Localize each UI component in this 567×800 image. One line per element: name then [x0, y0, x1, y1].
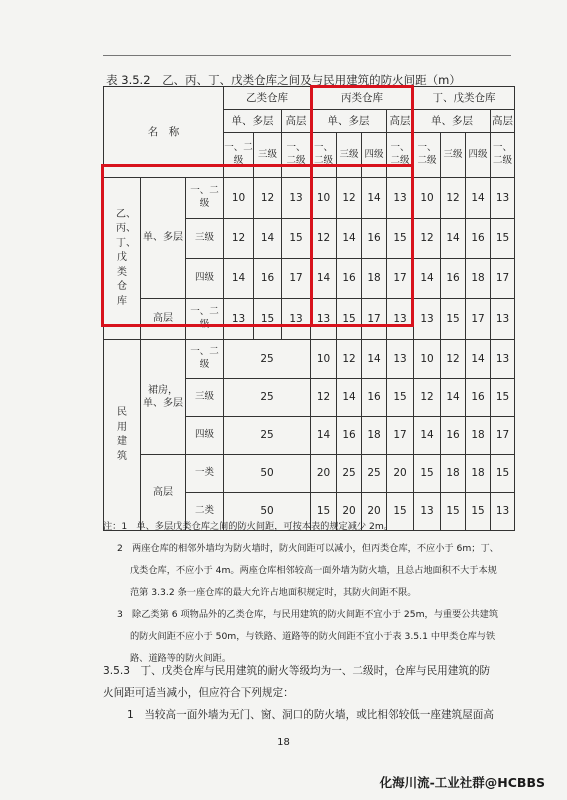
- table-cell-merged: 25: [224, 340, 311, 379]
- clause-3-5-3: [103, 660, 523, 726]
- note-3: 3 除乙类第 6 项物品外的乙类仓库，与民用建筑的防火间距不宜小于 25m，与重要公共建筑: [117, 609, 499, 620]
- table-cell: 14: [414, 259, 441, 299]
- table-cell: 16: [441, 417, 466, 455]
- grade-header: 一、二级: [387, 133, 414, 178]
- sub-header: 单、多层: [224, 110, 282, 133]
- table-cell: 15: [254, 299, 282, 340]
- row-sub-high: 高层: [141, 299, 186, 340]
- table-cell: 13: [387, 340, 414, 379]
- table-cell: 13: [387, 178, 414, 219]
- table-cell: 18: [466, 455, 491, 493]
- table-cell: 25: [337, 455, 362, 493]
- table-cell: 15: [491, 455, 515, 493]
- table-cell: 17: [362, 299, 387, 340]
- table-cell: 13: [387, 299, 414, 340]
- table-cell: 15: [311, 493, 337, 531]
- row-sub-single-multi: 单、多层: [141, 178, 186, 299]
- sub-header: 单、多层: [414, 110, 491, 133]
- table-cell-merged: 50: [224, 455, 311, 493]
- table-cell: 25: [362, 455, 387, 493]
- table-cell: 15: [337, 299, 362, 340]
- table-cell: 17: [491, 417, 515, 455]
- table-cell: 13: [224, 299, 254, 340]
- row-grade: 四级: [186, 259, 224, 299]
- table-cell: 16: [337, 259, 362, 299]
- watermark-text: 化海川流-工业社群@HCBBS: [379, 775, 545, 790]
- table-cell-merged: 25: [224, 417, 311, 455]
- table-cell: 17: [387, 259, 414, 299]
- table-cell: 15: [441, 299, 466, 340]
- note-2-cont: 范第 3.3.2 条一座仓库的最大允许占地面积规定时，其防火间距不限。: [130, 587, 417, 598]
- row-group-warehouse: 乙、丙、丁、戊类仓库: [104, 178, 141, 340]
- grade-header: 三级: [441, 133, 466, 178]
- grade-header: 一、二级: [414, 133, 441, 178]
- table-cell: 15: [441, 493, 466, 531]
- grade-header: 一、二级: [282, 133, 311, 178]
- table-cell: 18: [362, 417, 387, 455]
- table-cell: 15: [387, 219, 414, 259]
- table-cell: 13: [491, 299, 515, 340]
- table-cell: 14: [441, 219, 466, 259]
- table-cell: 13: [414, 493, 441, 531]
- table-cell: 13: [311, 299, 337, 340]
- grade-header: 三级: [254, 133, 282, 178]
- table-cell: 15: [282, 219, 311, 259]
- table-cell: 16: [337, 417, 362, 455]
- grade-header: 四级: [466, 133, 491, 178]
- sub-header: 高层: [387, 110, 414, 133]
- table-cell: 13: [282, 178, 311, 219]
- table-cell: 13: [414, 299, 441, 340]
- note-2: 2 两座仓库的相邻外墙均为防火墙时，防火间距可以减小，但丙类仓库，不应小于 6m；丁、: [117, 543, 499, 554]
- table-cell: 15: [387, 379, 414, 417]
- clause-line: 火间距可适当减小，但应符合下列规定：: [103, 687, 294, 699]
- table-cell: 10: [414, 178, 441, 219]
- table-cell: 14: [362, 178, 387, 219]
- clause-line: 3.5.3 丁、戊类仓库与民用建筑的耐火等级均为一、二级时，仓库与民用建筑的防: [103, 665, 491, 677]
- table-cell: 13: [491, 340, 515, 379]
- table-cell: 14: [466, 178, 491, 219]
- table-number: 表 3.5.2: [106, 73, 151, 87]
- table-cell: 17: [491, 259, 515, 299]
- table-cell: 20: [387, 455, 414, 493]
- table-cell: 14: [414, 417, 441, 455]
- row-grade: 一、二级: [186, 340, 224, 379]
- row-sub-high: 高层: [141, 455, 186, 531]
- table-cell: 14: [466, 340, 491, 379]
- table-cell: 14: [337, 219, 362, 259]
- table-cell: 15: [414, 455, 441, 493]
- row-grade: 四级: [186, 417, 224, 455]
- group-header-yi: 乙类仓库: [224, 87, 311, 110]
- row-grade: 一、二级: [186, 178, 224, 219]
- grade-header: 一、二级: [311, 133, 337, 178]
- sub-header: 单、多层: [311, 110, 387, 133]
- grade-header: 四级: [362, 133, 387, 178]
- table-cell: 13: [491, 178, 515, 219]
- table-cell: 20: [337, 493, 362, 531]
- sub-header: 高层: [491, 110, 515, 133]
- table-cell: 12: [441, 178, 466, 219]
- row-grade: 二类: [186, 493, 224, 531]
- table-cell: 17: [387, 417, 414, 455]
- table-cell: 16: [362, 219, 387, 259]
- table-cell: 15: [387, 493, 414, 531]
- grade-header: 三级: [337, 133, 362, 178]
- table-cell: 12: [224, 219, 254, 259]
- table-cell: 10: [224, 178, 254, 219]
- table-cell: 10: [311, 340, 337, 379]
- table-cell: 13: [491, 493, 515, 531]
- table-cell: 18: [441, 455, 466, 493]
- table-cell: 16: [466, 219, 491, 259]
- table-cell: 12: [254, 178, 282, 219]
- table-cell: 10: [311, 178, 337, 219]
- table-cell: 15: [491, 219, 515, 259]
- header-rule: [103, 55, 511, 56]
- note-2-cont: 戊类仓库，不应小于 4m。两座仓库相邻较高一面外墙为防火墙，且总占地面积不大于本规: [130, 565, 497, 576]
- table-cell: 16: [466, 379, 491, 417]
- page-number: 18: [277, 737, 290, 748]
- note-3-cont: 的防火间距不应小于 50m，与铁路、道路等的防火间距不宜小于表 3.5.1 中甲类仓库与铁: [130, 631, 496, 642]
- table-cell: 14: [337, 379, 362, 417]
- note-3-cont: 路、道路等的防火间距。: [130, 653, 232, 664]
- table-cell: 14: [311, 259, 337, 299]
- table-cell: 14: [224, 259, 254, 299]
- table-cell: 17: [282, 259, 311, 299]
- table-cell: 15: [491, 379, 515, 417]
- grade-header: 一、二级: [491, 133, 515, 178]
- table-cell: 18: [362, 259, 387, 299]
- clause-item-1: 1 当较高一面外墙为无门、窗、洞口的防火墙，或比相邻较低一座建筑屋面高: [127, 709, 494, 721]
- row-sub-podium: 裙房，单、多层: [141, 340, 186, 455]
- table-cell: 18: [466, 417, 491, 455]
- note-1: 注：1 单、多层戊类仓库之间的防火间距，可按本表的规定减少 2m。: [103, 521, 393, 532]
- table-cell: 14: [441, 379, 466, 417]
- row-grade: 三级: [186, 379, 224, 417]
- fire-distance-table: [103, 86, 515, 531]
- group-header-bing: 丙类仓库: [311, 87, 414, 110]
- table-cell: 12: [414, 379, 441, 417]
- table-notes: [103, 516, 523, 670]
- table-cell: 10: [414, 340, 441, 379]
- table-cell: 16: [441, 259, 466, 299]
- group-header-dingwu: 丁、戊类仓库: [414, 87, 515, 110]
- table-cell: 12: [414, 219, 441, 259]
- table-cell-merged: 50: [224, 493, 311, 531]
- table-cell: 16: [254, 259, 282, 299]
- table-cell: 14: [362, 340, 387, 379]
- table-cell: 18: [466, 259, 491, 299]
- row-group-civil: 民用建筑: [104, 340, 141, 531]
- table-cell: 13: [282, 299, 311, 340]
- table-cell: 12: [441, 340, 466, 379]
- sub-header: 高层: [282, 110, 311, 133]
- corner-header: 名 称: [104, 87, 224, 178]
- table-cell: 12: [337, 178, 362, 219]
- table-cell: 16: [362, 379, 387, 417]
- table-cell: 12: [337, 340, 362, 379]
- row-grade: 一、二级: [186, 299, 224, 340]
- table-cell: 14: [254, 219, 282, 259]
- grade-header: 一、二级: [224, 133, 254, 178]
- table-cell-merged: 25: [224, 379, 311, 417]
- table-cell: 17: [466, 299, 491, 340]
- table-cell: 15: [466, 493, 491, 531]
- table-title: 乙、丙、丁、戊类仓库之间及与民用建筑的防火间距（m）: [162, 73, 461, 87]
- table-cell: 14: [311, 417, 337, 455]
- table-cell: 20: [311, 455, 337, 493]
- table-cell: 12: [311, 379, 337, 417]
- table-cell: 12: [311, 219, 337, 259]
- row-grade: 一类: [186, 455, 224, 493]
- row-grade: 三级: [186, 219, 224, 259]
- table-cell: 20: [362, 493, 387, 531]
